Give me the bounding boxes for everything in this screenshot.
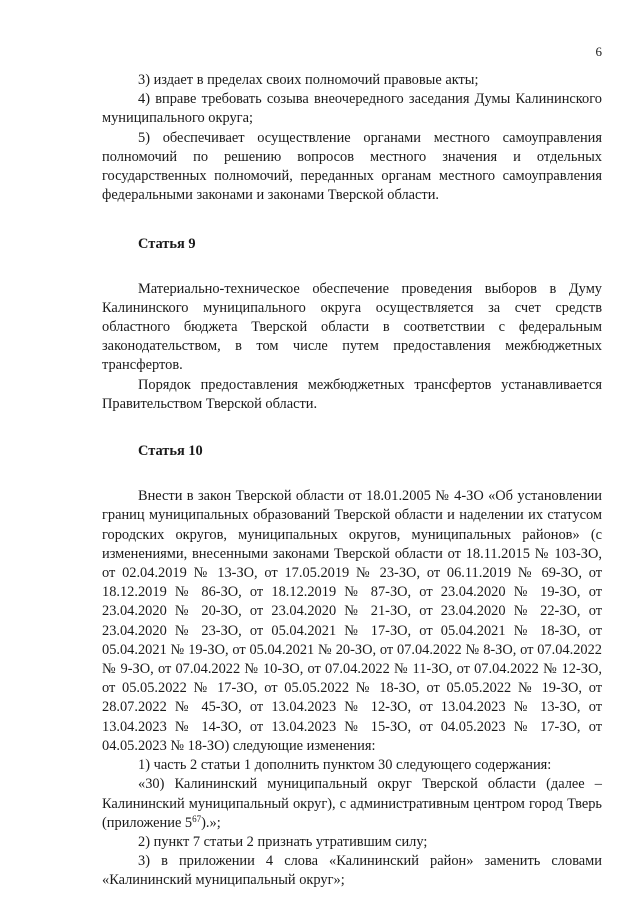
quote-text: «30) Калининский муниципальный округ Тверской области (далее – Калининский муниципальный округ), с административным центром город Тверь (приложение 5 [102,776,602,831]
document-body [102,71,602,891]
list-item: 5) обеспечивает осуществление органами местного самоуправления полномочий по решению вопросов местного значения и отдельных государственных полномочий, переданных органам местного самоуправления федеральными законами и законами Тверской области. [102,129,602,204]
quote-end: ).»; [201,814,221,831]
article-10-item-2: 2) пункт 7 статьи 2 признать утратившим силу; [138,833,428,850]
article-10-item-1: 1) часть 2 статьи 1 дополнить пунктом 30 следующего содержания: [138,757,552,774]
article-9-paragraph-2: Порядок предоставления межбюджетных трансфертов устанавливается Правительством Тверской области. [102,376,602,412]
list-item: 4) вправе требовать созыва внеочередного заседания Думы Калининского муниципального округа; [102,91,602,127]
article-10-intro: Внести в закон Тверской области от 18.01.2005 № 4-ЗО «Об установлении границ муниципальных образований Тверской области и наделении их статусом городских округов, муниципальных округов, муниципальных районов» (с изменениями, внесенными законами Тверской области от 18.11.2015 № 103-ЗО, от 02.04.2019 № 13-ЗО, от 17.05.2019 № 23-ЗО, от 06.11.2019 № 69-ЗО, от 18.12.2019 № 86-ЗО, от 18.12.2019 № 87-ЗО, от 23.04.2020 № 19-ЗО, от 23.04.2020 № 20-ЗО, от 23.04.2020 № 21-ЗО, от 23.04.2020 № 22-ЗО, от 23.04.2020 № 23-ЗО, от 05.04.2021 № 17-ЗО, от 05.04.2021 № 18-ЗО, от 05.04.2021 № 19-ЗО, от 05.04.2021 № 20-ЗО, от 07.04.2022 № 8-ЗО, от 07.04.2022 № 9-ЗО, от 07.04.2022 № 10-ЗО, от 07.04.2022 № 11-ЗО, от 07.04.2022 № 12-ЗО, от 05.05.2022 № 17-ЗО, от 05.05.2022 № 18-ЗО, от 05.05.2022 № 19-ЗО, от 28.07.2022 № 45-ЗО, от 13.04.2023 № 12-ЗО, от 13.04.2023 № 13-ЗО, от 13.04.2023 № 14-ЗО, от 13.04.2023 № 15-ЗО, от 04.05.2023 № 17-ЗО, от 04.05.2023 № 18-ЗО) следующие изменения: [102,488,602,754]
list-item: 3) издает в пределах своих полномочий правовые акты; [138,72,479,88]
article-9-heading: Статья 9 [138,236,196,253]
page-number: 6 [595,44,602,59]
article-10-item-3: 3) в приложении 4 слова «Калининский район» заменить словами «Калининский муниципальный округ»; [102,853,602,889]
article-9-paragraph-1: Материально-техническое обеспечение проведения выборов в Думу Калининского муниципального округа осуществляется за счет средств областного бюджета Тверской области в соответствии с федеральным законодательством, в том числе путем предоставления межбюджетных трансфертов. [102,280,602,374]
article-10-quote [102,775,602,833]
annex-superscript: 67 [192,813,202,824]
article-10-heading: Статья 10 [138,443,203,460]
